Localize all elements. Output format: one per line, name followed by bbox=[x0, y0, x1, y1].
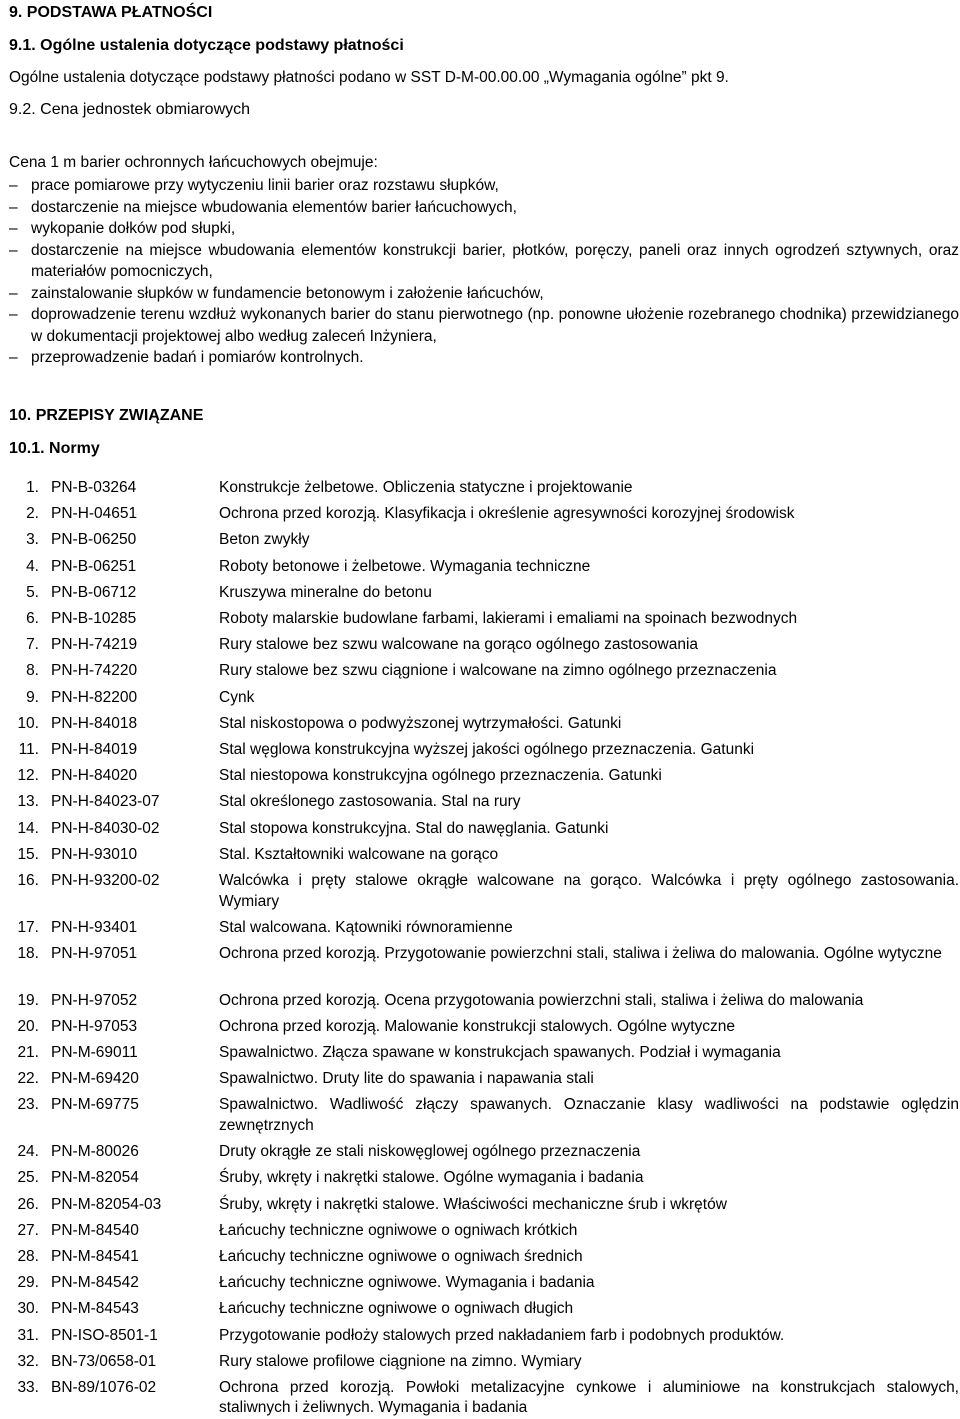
norm-code: PN-M-69775 bbox=[51, 1096, 139, 1114]
norm-title: Roboty malarskie budowlane farbami, lakierami i emaliami na spoinach bezwodnych bbox=[219, 610, 798, 627]
norm-title: Ochrona przed korozją. Ocena przygotowania powierzchni stali, staliwa i żeliwa do malowania bbox=[219, 991, 864, 1009]
list-item: – dostarczenie na miejsce wbudowania elementów konstrukcji barier, płotków, poręczy, paneli oraz innych ogrodzeń sztywnych, oraz materiałów pomocniczych, bbox=[9, 241, 959, 280]
norm-code: PN-B-03264 bbox=[51, 479, 137, 496]
norm-code: BN-73/0658-01 bbox=[51, 1352, 157, 1370]
norm-title: Łańcuchy techniczne ogniwowe o ogniwach krótkich bbox=[219, 1221, 578, 1239]
norm-code: PN-H-97052 bbox=[51, 991, 138, 1009]
section-10-heading: 10. PRZEPISY ZWIĄZANE bbox=[9, 407, 204, 424]
norm-number: 29. bbox=[17, 1274, 39, 1292]
norm-number: 19. bbox=[17, 991, 39, 1009]
section-9-1-heading: 9.1. Ogólne ustalenia dotyczące podstawy płatności bbox=[9, 37, 404, 54]
norm-title: Stal węglowa konstrukcyjna wyższej jakości ogólnego przeznaczenia. Gatunki bbox=[219, 741, 755, 758]
norm-title: Rury stalowe bez szwu ciągnione i walcowane na zimno ogólnego przeznaczenia bbox=[219, 662, 777, 680]
norm-code: PN-H-82200 bbox=[51, 688, 138, 706]
norm-title: Roboty betonowe i żelbetowe. Wymagania techniczne bbox=[219, 557, 591, 575]
norm-title: Ochrona przed korozją. Klasyfikacja i określenie agresywności korozyjnej środowisk bbox=[219, 505, 795, 523]
section-9-1-text: Ogólne ustalenia dotyczące podstawy płatności podano w SST D-M-00.00.00 „Wymagania ogólne” pkt 9. bbox=[9, 69, 729, 86]
norm-title: Spawalnictwo. Złącza spawane w konstrukcjach spawanych. Podział i wymagania bbox=[219, 1044, 781, 1061]
norm-code: PN-M-82054 bbox=[51, 1169, 139, 1187]
norm-number: 11. bbox=[18, 741, 39, 758]
dash-bullet: – bbox=[9, 349, 18, 366]
norm-title: Rury stalowe bez szwu walcowane na gorąco ogólnego zastosowania bbox=[219, 636, 699, 654]
norm-title: Stal walcowana. Kątowniki równoramienne bbox=[219, 918, 513, 936]
norm-number: 21. bbox=[17, 1044, 39, 1061]
norm-number: 8. bbox=[26, 662, 39, 680]
norm-code: PN-M-84543 bbox=[51, 1300, 139, 1318]
norm-title: Ochrona przed korozją. Przygotowanie powierzchni stali, staliwa i żeliwa do malowania. Ogólne wytyczne bbox=[219, 944, 942, 962]
dash-bullet: – bbox=[9, 177, 18, 194]
norm-title: Rury stalowe profilowe ciągnione na zimno. Wymiary bbox=[219, 1352, 582, 1370]
norm-title: Walcówka i pręty stalowe okrągłe walcowane na gorąco. Walcówka i pręty ogólnego zastosowania. Wymiary bbox=[219, 872, 959, 910]
section-9-2-intro: Cena 1 m barier ochronnych łańcuchowych obejmuje: bbox=[9, 154, 378, 171]
norm-number: 16. bbox=[17, 872, 39, 889]
norm-code: PN-M-84540 bbox=[51, 1221, 139, 1239]
norm-code: PN-ISO-8501-1 bbox=[51, 1326, 158, 1344]
norm-number: 28. bbox=[17, 1247, 39, 1265]
norm-number: 31. bbox=[17, 1326, 39, 1344]
norm-code: PN-M-84541 bbox=[51, 1247, 139, 1265]
norm-number: 23. bbox=[17, 1096, 39, 1114]
norm-number: 5. bbox=[26, 583, 39, 601]
norm-number: 26. bbox=[17, 1195, 39, 1213]
norm-title: Śruby, wkręty i nakrętki stalowe. Właściwości mechaniczne śrub i wkrętów bbox=[219, 1195, 727, 1213]
norm-title: Śruby, wkręty i nakrętki stalowe. Ogólne wymagania i badania bbox=[219, 1169, 644, 1187]
norm-title: Konstrukcje żelbetowe. Obliczenia statyczne i projektowanie bbox=[219, 479, 633, 496]
norm-title: Cynk bbox=[219, 688, 255, 706]
norm-code: PN-H-93010 bbox=[51, 845, 138, 863]
norm-code: PN-M-69420 bbox=[51, 1070, 139, 1088]
norm-title: Przygotowanie podłoży stalowych przed nakładaniem farb i podobnych produktów. bbox=[219, 1326, 785, 1344]
section-10-1-heading: 10.1. Normy bbox=[9, 440, 100, 457]
norm-title: Stal stopowa konstrukcyjna. Stal do nawęglania. Gatunki bbox=[219, 819, 609, 837]
norm-code: PN-B-06251 bbox=[51, 557, 137, 575]
norm-title: Stal niestopowa konstrukcyjna ogólnego przeznaczenia. Gatunki bbox=[219, 767, 662, 785]
norm-number: 30. bbox=[17, 1300, 39, 1318]
norm-number: 15. bbox=[17, 845, 39, 863]
norm-title: Ochrona przed korozją. Powłoki metalizacyjne cynkowe i aluminiowe na konstrukcjach stalowych, staliwnych i żeliwnych. Wymagania i badania bbox=[219, 1378, 959, 1417]
norm-title: Ochrona przed korozją. Malowanie konstrukcji stalowych. Ogólne wytyczne bbox=[219, 1017, 736, 1035]
norm-code: PN-H-93200-02 bbox=[51, 872, 160, 889]
norm-code: PN-H-84020 bbox=[51, 767, 138, 785]
norm-code: PN-H-84023-07 bbox=[51, 793, 160, 811]
norm-number: 20. bbox=[17, 1017, 39, 1035]
norm-number: 9. bbox=[26, 688, 39, 706]
norm-number: 33. bbox=[17, 1378, 39, 1396]
norm-code: PN-M-84542 bbox=[51, 1274, 139, 1292]
norm-title: Łańcuchy techniczne ogniwowe o ogniwach długich bbox=[219, 1300, 574, 1318]
norm-number: 6. bbox=[26, 610, 39, 627]
list-item: – doprowadzenie terenu wzdłuż wykonanych barier do stanu pierwotnego (np. ponowne ułożenie rozebranego chodnika) przewidzianego w dokumentacji projektowej albo według zaleceń Inżyniera, bbox=[9, 306, 959, 345]
norm-number: 3. bbox=[26, 531, 39, 549]
norm-title: Kruszywa mineralne do betonu bbox=[219, 583, 432, 601]
norm-number: 2. bbox=[26, 505, 39, 523]
norm-code: BN-89/1076-02 bbox=[51, 1378, 157, 1396]
dash-bullet: – bbox=[9, 220, 18, 237]
norm-number: 32. bbox=[17, 1352, 39, 1370]
norm-title: Łańcuchy techniczne ogniwowe. Wymagania i badania bbox=[219, 1274, 595, 1292]
norm-code: PN-B-10285 bbox=[51, 610, 137, 627]
list-item: – wykopanie dołków pod słupki, bbox=[9, 218, 959, 240]
norm-number: 22. bbox=[17, 1070, 39, 1088]
norm-title: Stal. Kształtowniki walcowane na gorąco bbox=[219, 845, 499, 863]
norm-number: 13. bbox=[17, 793, 39, 811]
norm-code: PN-M-82054-03 bbox=[51, 1195, 162, 1213]
dash-bullet: – bbox=[9, 306, 18, 323]
list-item: – prace pomiarowe przy wytyczeniu linii barier oraz rozstawu słupków, bbox=[9, 175, 959, 197]
section-9-heading: 9. PODSTAWA PŁATNOŚCI bbox=[9, 4, 213, 21]
norm-number: 24. bbox=[17, 1143, 39, 1161]
norm-code: PN-B-06250 bbox=[51, 531, 137, 549]
norm-title: Spawalnictwo. Wadliwość złączy spawanych. Oznaczanie klasy wadliwości na podstawie oględzin zewnętrznych bbox=[219, 1096, 959, 1134]
norm-title: Stal określonego zastosowania. Stal na rury bbox=[219, 793, 521, 811]
norm-code: PN-H-74219 bbox=[51, 636, 138, 654]
norm-number: 12. bbox=[17, 767, 39, 785]
norm-number: 27. bbox=[17, 1221, 39, 1239]
norm-number: 1. bbox=[26, 479, 39, 496]
norm-number: 18. bbox=[17, 944, 39, 962]
cost-items-list bbox=[9, 175, 959, 369]
dash-bullet: – bbox=[9, 241, 18, 259]
norm-code: PN-H-74220 bbox=[51, 662, 138, 680]
norm-code: PN-M-69011 bbox=[51, 1044, 138, 1061]
norm-code: PN-H-93401 bbox=[51, 918, 138, 936]
norm-code: PN-H-97053 bbox=[51, 1017, 138, 1035]
norm-code: PN-H-84018 bbox=[51, 714, 138, 732]
section-9-2-heading: 9.2. Cena jednostek obmiarowych bbox=[9, 101, 251, 118]
norm-title: Spawalnictwo. Druty lite do spawania i napawania stali bbox=[219, 1070, 594, 1088]
norm-code: PN-H-84019 bbox=[51, 741, 138, 758]
norm-code: PN-M-80026 bbox=[51, 1143, 139, 1161]
norm-title: Druty okrągłe ze stali niskowęglowej ogólnego przeznaczenia bbox=[219, 1143, 641, 1161]
dash-bullet: – bbox=[9, 284, 18, 302]
dash-bullet: – bbox=[9, 198, 18, 216]
norm-code: PN-H-97051 bbox=[51, 944, 138, 962]
list-item: – przeprowadzenie badań i pomiarów kontrolnych. bbox=[9, 347, 959, 369]
norm-number: 10. bbox=[17, 714, 39, 732]
norm-number: 7. bbox=[26, 636, 39, 654]
norm-title: Łańcuchy techniczne ogniwowe o ogniwach średnich bbox=[219, 1247, 583, 1265]
norm-title: Beton zwykły bbox=[219, 531, 310, 549]
norm-number: 17. bbox=[17, 918, 39, 936]
norm-number: 25. bbox=[17, 1169, 39, 1187]
norm-code: PN-H-84030-02 bbox=[51, 819, 160, 837]
norm-title: Stal niskostopowa o podwyższonej wytrzymałości. Gatunki bbox=[219, 714, 622, 732]
list-item: – dostarczenie na miejsce wbudowania elementów barier łańcuchowych, bbox=[9, 197, 959, 219]
list-item: – zainstalowanie słupków w fundamencie betonowym i założenie łańcuchów, bbox=[9, 283, 959, 305]
norm-code: PN-H-04651 bbox=[51, 505, 138, 523]
norm-code: PN-B-06712 bbox=[51, 583, 137, 601]
norm-number: 14. bbox=[17, 819, 39, 837]
norm-number: 4. bbox=[26, 557, 39, 575]
